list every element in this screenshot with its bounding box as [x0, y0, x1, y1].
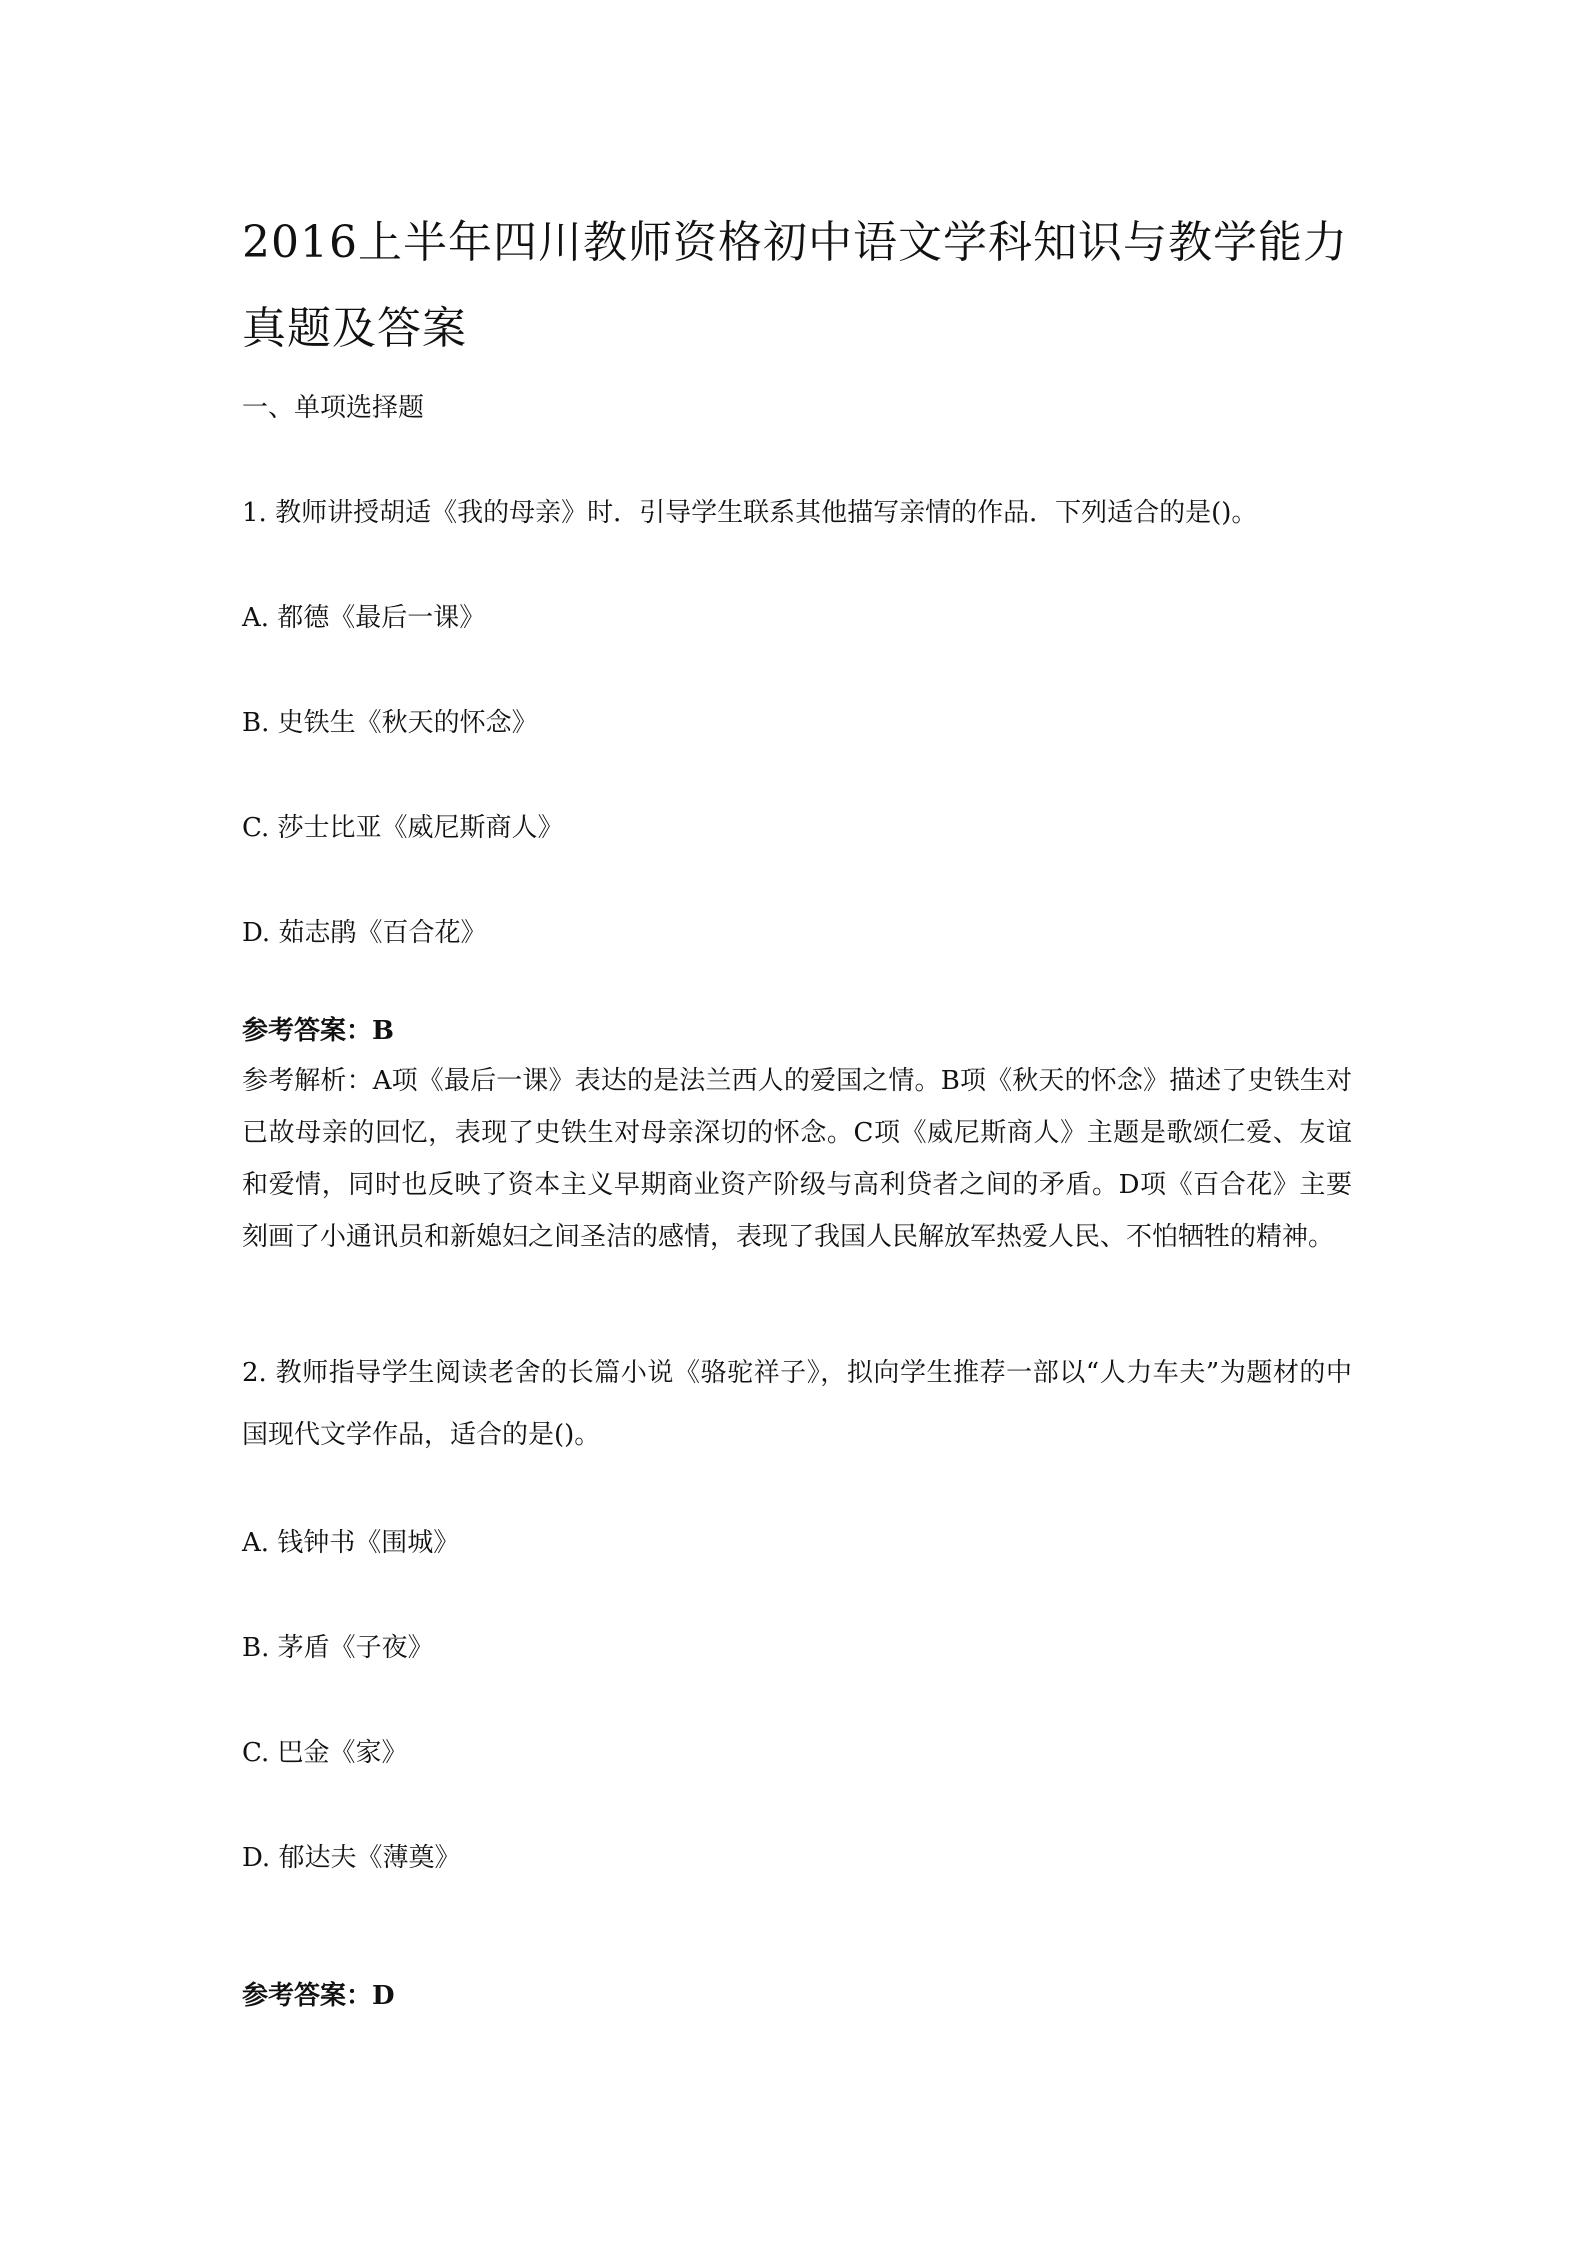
question-1-option-d: D. 茹志鹃《百合花》 — [242, 918, 487, 948]
question-2-option-d: D. 郁达夫《薄奠》 — [242, 1843, 461, 1873]
question-2-option-b: B. 茅盾《子夜》 — [242, 1633, 434, 1663]
question-2-option-a: A. 钱钟书《围城》 — [242, 1528, 460, 1558]
question-1-option-c: C. 莎士比亚《威尼斯商人》 — [242, 813, 564, 843]
question-1-explanation: 参考解析：A项《最后一课》表达的是法兰西人的爱国之情。B项《秋天的怀念》描述了史铁生对已故母亲的回忆，表现了史铁生对母亲深切的怀念。C项《威尼斯商人》主题是歌颂仁爱、友谊和爱情，同时也反映了资本主义早期商业资产阶级与高利贷者之间的矛盾。D项《百合花》主要刻画了小通讯员和新媳妇之间圣洁的感情，表现了我国人民解放军热爱人民、不怕牺牲的精神。 — [242, 1066, 1352, 1252]
question-1-option-b: B. 史铁生《秋天的怀念》 — [242, 708, 538, 738]
section-heading: 一、单项选择题 — [242, 393, 425, 423]
question-2-stem: 2. 教师指导学生阅读老舍的长篇小说《骆驼祥子》，拟向学生推荐一部以“人力车夫”为题材的中国现代文学作品，适合的是()。 — [242, 1358, 1352, 1450]
question-2-option-c: C. 巴金《家》 — [242, 1738, 408, 1768]
question-1-option-a: A. 都德《最后一课》 — [242, 603, 486, 633]
question-1-answer: 参考答案：B — [242, 1016, 394, 1046]
question-1-stem: 1. 教师讲授胡适《我的母亲》时．引导学生联系其他描写亲情的作品．下列适合的是()。 — [242, 498, 1258, 528]
question-2-answer: 参考答案：D — [242, 1981, 395, 2011]
document-title: 2016上半年四川教师资格初中语文学科知识与教学能力真题及答案 — [242, 217, 1348, 354]
